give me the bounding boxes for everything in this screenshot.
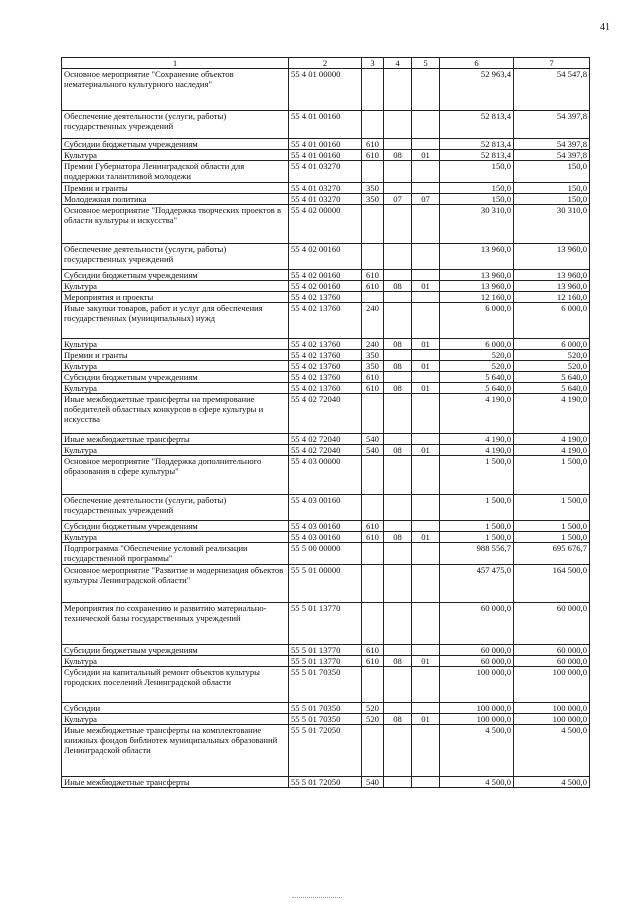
cell-amount-col6: 52 813,4 <box>440 111 514 139</box>
cell-amount-col7: 4 500,0 <box>514 777 590 788</box>
table-row <box>62 372 590 383</box>
cell-section <box>384 603 412 645</box>
cell-name: Обеспечение деятельности (услуги, работы) государственных учреждений <box>62 111 289 139</box>
cell-subsection <box>412 703 440 714</box>
cell-amount-col6: 1 500,0 <box>440 532 514 543</box>
cell-amount-col7: 1 500,0 <box>514 532 590 543</box>
cell-code: 55 4 01 00160 <box>289 150 362 161</box>
cell-amount-col7: 54 397,8 <box>514 111 590 139</box>
table-row <box>62 69 590 111</box>
cell-code: 55 5 01 13770 <box>289 603 362 645</box>
cell-expense-type <box>362 111 384 139</box>
cell-code: 55 4 02 00160 <box>289 270 362 281</box>
cell-section: 08 <box>384 383 412 394</box>
cell-expense-type: 610 <box>362 532 384 543</box>
table-row <box>62 383 590 394</box>
cell-name: Мероприятия по сохранению и развитию материально-технической базы государственных учреждений <box>62 603 289 645</box>
cell-expense-type: 240 <box>362 303 384 339</box>
cell-amount-col7: 54 547,8 <box>514 69 590 111</box>
cell-name: Субсидии <box>62 703 289 714</box>
cell-amount-col6: 4 190,0 <box>440 394 514 434</box>
cell-section: 08 <box>384 281 412 292</box>
cell-amount-col6: 520,0 <box>440 350 514 361</box>
cell-subsection <box>412 111 440 139</box>
cell-name: Культура <box>62 361 289 372</box>
cell-section <box>384 495 412 521</box>
cell-expense-type <box>362 456 384 495</box>
cell-code: 55 5 01 00000 <box>289 565 362 603</box>
header-cell: 7 <box>514 58 590 69</box>
table-row <box>62 161 590 183</box>
cell-amount-col7: 150,0 <box>514 194 590 205</box>
table-row <box>62 150 590 161</box>
cell-expense-type <box>362 565 384 603</box>
cell-name: Обеспечение деятельности (услуги, работы) государственных учреждений <box>62 495 289 521</box>
cell-section <box>384 372 412 383</box>
cell-name: Культура <box>62 714 289 725</box>
cell-name: Основное мероприятие "Поддержка дополнительного образования в сфере культуры" <box>62 456 289 495</box>
cell-code: 55 4 03 00160 <box>289 521 362 532</box>
table-row <box>62 350 590 361</box>
cell-subsection: 01 <box>412 339 440 350</box>
cell-subsection <box>412 244 440 270</box>
cell-subsection <box>412 372 440 383</box>
cell-code: 55 5 01 13770 <box>289 645 362 656</box>
cell-amount-col6: 60 000,0 <box>440 603 514 645</box>
cell-subsection: 01 <box>412 714 440 725</box>
table-row <box>62 543 590 565</box>
cell-name: Культура <box>62 281 289 292</box>
cell-subsection <box>412 777 440 788</box>
cell-code: 55 5 01 70350 <box>289 714 362 725</box>
header-cell: 3 <box>362 58 384 69</box>
cell-subsection: 01 <box>412 656 440 667</box>
cell-expense-type: 350 <box>362 361 384 372</box>
table-row <box>62 656 590 667</box>
cell-amount-col6: 100 000,0 <box>440 667 514 703</box>
cell-subsection <box>412 725 440 777</box>
cell-expense-type: 610 <box>362 656 384 667</box>
cell-expense-type <box>362 543 384 565</box>
cell-amount-col6: 100 000,0 <box>440 703 514 714</box>
cell-name: Субсидии бюджетным учреждениям <box>62 645 289 656</box>
table-row <box>62 521 590 532</box>
cell-code: 55 4 02 13760 <box>289 292 362 303</box>
table-row <box>62 495 590 521</box>
cell-subsection <box>412 183 440 194</box>
cell-amount-col6: 150,0 <box>440 183 514 194</box>
cell-amount-col6: 988 556,7 <box>440 543 514 565</box>
cell-code: 55 5 01 70350 <box>289 667 362 703</box>
cell-section: 08 <box>384 445 412 456</box>
cell-amount-col6: 4 190,0 <box>440 445 514 456</box>
cell-amount-col6: 1 500,0 <box>440 495 514 521</box>
table-row <box>62 194 590 205</box>
cell-amount-col7: 54 397,8 <box>514 150 590 161</box>
cell-amount-col6: 52 963,4 <box>440 69 514 111</box>
cell-subsection: 07 <box>412 194 440 205</box>
cell-name: Основное мероприятие "Сохранение объектов нематериального культурного наследия" <box>62 69 289 111</box>
cell-section: 08 <box>384 361 412 372</box>
cell-amount-col6: 150,0 <box>440 161 514 183</box>
table-row <box>62 361 590 372</box>
cell-code: 55 4 03 00160 <box>289 495 362 521</box>
budget-table <box>61 57 590 788</box>
cell-section <box>384 183 412 194</box>
cell-name: Иные межбюджетные трансферты на премирование победителей областных конкурсов в сфере культуры и искусства <box>62 394 289 434</box>
cell-amount-col7: 695 676,7 <box>514 543 590 565</box>
cell-section: 07 <box>384 194 412 205</box>
cell-subsection: 01 <box>412 281 440 292</box>
cell-code: 55 4 02 13760 <box>289 372 362 383</box>
cell-section <box>384 394 412 434</box>
cell-amount-col7: 100 000,0 <box>514 667 590 703</box>
cell-section <box>384 270 412 281</box>
cell-amount-col6: 13 960,0 <box>440 270 514 281</box>
cell-code: 55 4 02 00160 <box>289 244 362 270</box>
table-row <box>62 139 590 150</box>
cell-code: 55 4 01 00000 <box>289 69 362 111</box>
cell-amount-col7: 6 000,0 <box>514 339 590 350</box>
cell-amount-col6: 4 500,0 <box>440 725 514 777</box>
cell-amount-col7: 1 500,0 <box>514 456 590 495</box>
cell-subsection: 01 <box>412 383 440 394</box>
cell-section <box>384 667 412 703</box>
cell-section <box>384 69 412 111</box>
cell-expense-type <box>362 725 384 777</box>
table-row <box>62 394 590 434</box>
cell-amount-col7: 4 190,0 <box>514 434 590 445</box>
cell-name: Иные межбюджетные трансферты <box>62 434 289 445</box>
cell-name: Культура <box>62 383 289 394</box>
cell-expense-type: 610 <box>362 383 384 394</box>
cell-amount-col6: 13 960,0 <box>440 281 514 292</box>
cell-expense-type: 610 <box>362 150 384 161</box>
cell-code: 55 5 01 70350 <box>289 703 362 714</box>
cell-section <box>384 456 412 495</box>
cell-amount-col7: 1 500,0 <box>514 495 590 521</box>
cell-code: 55 5 01 13770 <box>289 656 362 667</box>
cell-amount-col7: 4 190,0 <box>514 394 590 434</box>
cell-amount-col7: 60 000,0 <box>514 656 590 667</box>
header-cell: 6 <box>440 58 514 69</box>
cell-amount-col7: 5 640,0 <box>514 383 590 394</box>
cell-expense-type: 350 <box>362 350 384 361</box>
table-row <box>62 111 590 139</box>
cell-code: 55 4 02 13760 <box>289 339 362 350</box>
table-row <box>62 456 590 495</box>
cell-expense-type <box>362 244 384 270</box>
cell-amount-col6: 6 000,0 <box>440 339 514 350</box>
cell-expense-type: 520 <box>362 714 384 725</box>
table-row <box>62 445 590 456</box>
cell-amount-col6: 52 813,4 <box>440 150 514 161</box>
cell-name: Подпрограмма "Обеспечение условий реализации государственной программы" <box>62 543 289 565</box>
cell-subsection <box>412 161 440 183</box>
cell-amount-col6: 5 640,0 <box>440 383 514 394</box>
table-row <box>62 532 590 543</box>
table-row <box>62 281 590 292</box>
cell-subsection <box>412 645 440 656</box>
cell-amount-col7: 54 397,8 <box>514 139 590 150</box>
cell-amount-col7: 520,0 <box>514 350 590 361</box>
cell-expense-type: 540 <box>362 434 384 445</box>
cell-expense-type: 610 <box>362 139 384 150</box>
cell-name: Субсидии бюджетным учреждениям <box>62 139 289 150</box>
cell-subsection: 01 <box>412 361 440 372</box>
cell-code: 55 5 01 72050 <box>289 777 362 788</box>
cell-expense-type: 610 <box>362 281 384 292</box>
cell-amount-col7: 100 000,0 <box>514 703 590 714</box>
cell-subsection <box>412 303 440 339</box>
cell-amount-col7: 5 640,0 <box>514 372 590 383</box>
cell-amount-col7: 13 960,0 <box>514 270 590 281</box>
cell-name: Культура <box>62 532 289 543</box>
cell-section <box>384 303 412 339</box>
cell-subsection: 01 <box>412 445 440 456</box>
cell-amount-col6: 60 000,0 <box>440 656 514 667</box>
header-row <box>62 58 590 69</box>
cell-name: Культура <box>62 339 289 350</box>
table-row <box>62 270 590 281</box>
table-row <box>62 339 590 350</box>
cell-subsection <box>412 456 440 495</box>
cell-section <box>384 434 412 445</box>
cell-subsection <box>412 434 440 445</box>
cell-name: Премии и гранты <box>62 350 289 361</box>
cell-section <box>384 350 412 361</box>
cell-expense-type: 610 <box>362 645 384 656</box>
cell-code: 55 4 02 72040 <box>289 394 362 434</box>
cell-amount-col7: 150,0 <box>514 183 590 194</box>
cell-code: 55 4 02 72040 <box>289 434 362 445</box>
cell-code: 55 4 02 13760 <box>289 303 362 339</box>
cell-amount-col6: 457 475,0 <box>440 565 514 603</box>
cell-subsection <box>412 667 440 703</box>
cell-name: Молодежная политика <box>62 194 289 205</box>
cell-name: Премии Губернатора Ленинградской области для поддержки талантливой молодежи <box>62 161 289 183</box>
cell-code: 55 4 01 03270 <box>289 161 362 183</box>
cell-name: Премии и гранты <box>62 183 289 194</box>
cell-expense-type: 540 <box>362 777 384 788</box>
cell-section: 08 <box>384 714 412 725</box>
cell-code: 55 4 01 03270 <box>289 183 362 194</box>
cell-section <box>384 777 412 788</box>
table-row <box>62 303 590 339</box>
cell-expense-type: 350 <box>362 183 384 194</box>
table-row <box>62 714 590 725</box>
cell-amount-col6: 1 500,0 <box>440 456 514 495</box>
cell-name: Основное мероприятие "Поддержка творческих проектов в области культуры и искусства" <box>62 205 289 244</box>
cell-name: Субсидии бюджетным учреждениям <box>62 521 289 532</box>
cell-amount-col7: 60 000,0 <box>514 645 590 656</box>
cell-amount-col6: 4 190,0 <box>440 434 514 445</box>
cell-code: 55 4 02 00000 <box>289 205 362 244</box>
header-cell: 5 <box>412 58 440 69</box>
cell-code: 55 4 01 00160 <box>289 111 362 139</box>
cell-section <box>384 703 412 714</box>
cell-amount-col6: 30 310,0 <box>440 205 514 244</box>
cell-subsection <box>412 69 440 111</box>
cell-section: 08 <box>384 532 412 543</box>
cell-amount-col6: 4 500,0 <box>440 777 514 788</box>
cell-name: Мероприятия и проекты <box>62 292 289 303</box>
table-row <box>62 777 590 788</box>
cell-expense-type: 610 <box>362 372 384 383</box>
cell-subsection <box>412 292 440 303</box>
cell-expense-type: 540 <box>362 445 384 456</box>
cell-name: Иные межбюджетные трансферты на комплектование книжных фондов библиотек муниципальных образований Ленинградской области <box>62 725 289 777</box>
cell-section <box>384 543 412 565</box>
cell-name: Субсидии бюджетным учреждениям <box>62 270 289 281</box>
page-bottom-mark <box>292 897 342 898</box>
header-cell: 2 <box>289 58 362 69</box>
cell-name: Основное мероприятие "Развитие и модернизация объектов культуры Ленинградской области" <box>62 565 289 603</box>
table-row <box>62 205 590 244</box>
cell-section <box>384 645 412 656</box>
cell-amount-col6: 5 640,0 <box>440 372 514 383</box>
cell-expense-type: 350 <box>362 194 384 205</box>
cell-subsection <box>412 521 440 532</box>
cell-name: Культура <box>62 150 289 161</box>
cell-name: Субсидии на капитальный ремонт объектов культуры городских поселений Ленинградской области <box>62 667 289 703</box>
cell-amount-col7: 100 000,0 <box>514 714 590 725</box>
cell-expense-type: 610 <box>362 270 384 281</box>
cell-expense-type <box>362 161 384 183</box>
cell-expense-type <box>362 667 384 703</box>
header-cell: 4 <box>384 58 412 69</box>
cell-amount-col6: 1 500,0 <box>440 521 514 532</box>
cell-code: 55 4 01 03270 <box>289 194 362 205</box>
table-row <box>62 645 590 656</box>
table-row <box>62 725 590 777</box>
cell-subsection <box>412 565 440 603</box>
cell-section <box>384 139 412 150</box>
cell-amount-col7: 4 500,0 <box>514 725 590 777</box>
cell-name: Культура <box>62 656 289 667</box>
cell-code: 55 4 03 00000 <box>289 456 362 495</box>
cell-code: 55 4 02 13760 <box>289 350 362 361</box>
table-row <box>62 667 590 703</box>
cell-expense-type: 520 <box>362 703 384 714</box>
cell-amount-col7: 30 310,0 <box>514 205 590 244</box>
cell-amount-col6: 6 000,0 <box>440 303 514 339</box>
cell-code: 55 5 01 72050 <box>289 725 362 777</box>
cell-section: 08 <box>384 656 412 667</box>
cell-subsection <box>412 270 440 281</box>
table-row <box>62 244 590 270</box>
cell-amount-col6: 60 000,0 <box>440 645 514 656</box>
cell-amount-col7: 1 500,0 <box>514 521 590 532</box>
header-cell: 1 <box>62 58 289 69</box>
table-row <box>62 183 590 194</box>
cell-name: Иные закупки товаров, работ и услуг для обеспечения государственных (муниципальных) нужд <box>62 303 289 339</box>
table-row <box>62 703 590 714</box>
cell-code: 55 4 02 72040 <box>289 445 362 456</box>
cell-section <box>384 205 412 244</box>
cell-amount-col7: 520,0 <box>514 361 590 372</box>
cell-amount-col7: 13 960,0 <box>514 281 590 292</box>
cell-subsection: 01 <box>412 150 440 161</box>
cell-section: 08 <box>384 339 412 350</box>
cell-expense-type <box>362 495 384 521</box>
cell-amount-col7: 12 160,0 <box>514 292 590 303</box>
cell-code: 55 4 03 00160 <box>289 532 362 543</box>
cell-subsection <box>412 205 440 244</box>
table-row <box>62 292 590 303</box>
cell-section <box>384 292 412 303</box>
cell-amount-col6: 13 960,0 <box>440 244 514 270</box>
table-row <box>62 603 590 645</box>
cell-amount-col7: 60 000,0 <box>514 603 590 645</box>
cell-amount-col7: 4 190,0 <box>514 445 590 456</box>
cell-expense-type <box>362 603 384 645</box>
cell-amount-col7: 6 000,0 <box>514 303 590 339</box>
cell-section: 08 <box>384 150 412 161</box>
cell-subsection <box>412 603 440 645</box>
cell-section <box>384 565 412 603</box>
cell-amount-col7: 13 960,0 <box>514 244 590 270</box>
cell-amount-col6: 52 813,4 <box>440 139 514 150</box>
cell-subsection <box>412 394 440 434</box>
cell-amount-col6: 150,0 <box>440 194 514 205</box>
cell-expense-type: 610 <box>362 521 384 532</box>
cell-subsection <box>412 350 440 361</box>
cell-code: 55 4 02 13760 <box>289 383 362 394</box>
cell-section <box>384 244 412 270</box>
cell-code: 55 4 01 00160 <box>289 139 362 150</box>
cell-name: Культура <box>62 445 289 456</box>
cell-code: 55 4 02 00160 <box>289 281 362 292</box>
cell-amount-col7: 164 500,0 <box>514 565 590 603</box>
cell-section <box>384 111 412 139</box>
cell-subsection <box>412 543 440 565</box>
cell-expense-type <box>362 292 384 303</box>
cell-code: 55 5 00 00000 <box>289 543 362 565</box>
cell-subsection: 01 <box>412 532 440 543</box>
cell-section <box>384 521 412 532</box>
cell-expense-type <box>362 394 384 434</box>
cell-subsection <box>412 495 440 521</box>
cell-section <box>384 161 412 183</box>
cell-code: 55 4 02 13760 <box>289 361 362 372</box>
cell-name: Иные межбюджетные трансферты <box>62 777 289 788</box>
cell-name: Обеспечение деятельности (услуги, работы) государственных учреждений <box>62 244 289 270</box>
cell-amount-col7: 150,0 <box>514 161 590 183</box>
cell-amount-col6: 520,0 <box>440 361 514 372</box>
table-row <box>62 565 590 603</box>
cell-amount-col6: 100 000,0 <box>440 714 514 725</box>
table-row <box>62 434 590 445</box>
cell-expense-type: 240 <box>362 339 384 350</box>
cell-expense-type <box>362 205 384 244</box>
cell-section <box>384 725 412 777</box>
page-number: 41 <box>600 22 610 33</box>
cell-amount-col6: 12 160,0 <box>440 292 514 303</box>
cell-expense-type <box>362 69 384 111</box>
cell-name: Субсидии бюджетным учреждениям <box>62 372 289 383</box>
cell-subsection <box>412 139 440 150</box>
